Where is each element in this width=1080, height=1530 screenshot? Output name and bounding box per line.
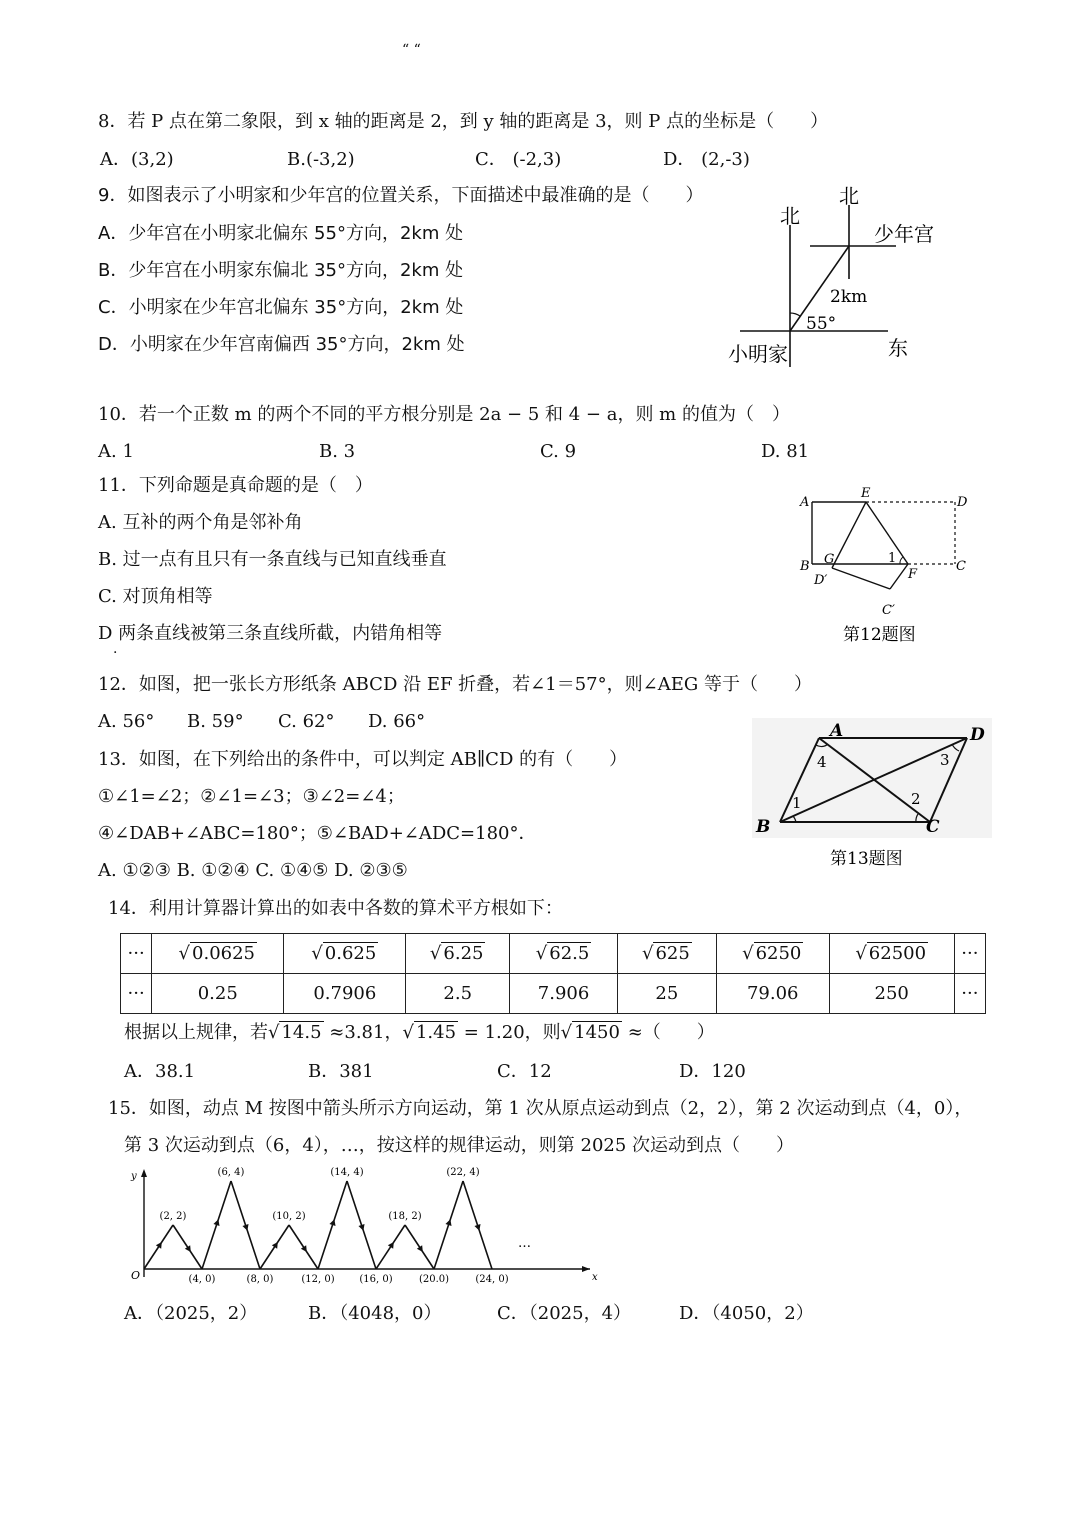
fig12-label-b: B bbox=[800, 559, 810, 574]
q10-option-d: D. 81 bbox=[761, 441, 810, 462]
q11-stem: 11．下列命题是真命题的是（ ） bbox=[98, 475, 373, 496]
q12-option-a: A. 56° bbox=[98, 711, 155, 732]
q8-stem: 8．若 P 点在第二象限，到 x 轴的距离是 2，到 y 轴的距离是 3，则 P 点的坐标是（ ） bbox=[98, 111, 829, 132]
table-cell: 25 bbox=[617, 974, 716, 1014]
fig13-label-b: B bbox=[756, 817, 771, 837]
table-cell: ··· bbox=[954, 934, 985, 974]
q9-option-a: A．少年宫在小明家北偏东 55°方向，2km 处 bbox=[98, 223, 464, 244]
point-label: (10, 2) bbox=[272, 1211, 306, 1222]
angle-label: 55° bbox=[806, 314, 837, 334]
table-cell: 0.25 bbox=[152, 974, 284, 1014]
q15-option-a: A．（2025，2） bbox=[124, 1303, 258, 1324]
table-cell: √ 0.0625 bbox=[152, 934, 284, 974]
table-cell: 79.06 bbox=[716, 974, 829, 1014]
q14-option-b: B．381 bbox=[308, 1061, 374, 1082]
east-label: 东 bbox=[888, 336, 908, 360]
q15-stem-line-2: 第 3 次运动到点（6，4），…，按这样的规律运动，则第 2025 次运动到点（ ） bbox=[124, 1135, 795, 1156]
q11-option-b: B. 过一点有且只有一条直线与已知直线垂直 bbox=[98, 549, 447, 570]
fig13-angle-4: 4 bbox=[817, 753, 827, 771]
point-label: (14, 4) bbox=[330, 1167, 364, 1178]
q13-conditions-1: ①∠1=∠2；②∠1=∠3；③∠2=∠4； bbox=[98, 786, 405, 807]
q8-option-a: A．(3,2) bbox=[100, 149, 174, 170]
fig13-angle-2: 2 bbox=[911, 790, 921, 808]
fig13-quadrilateral bbox=[752, 718, 992, 878]
point-label: (12, 0) bbox=[301, 1274, 335, 1285]
fig12-folded-rectangle bbox=[790, 482, 980, 652]
fig13-caption: 第13题图 bbox=[830, 849, 903, 869]
palace-label: 少年宫 bbox=[874, 222, 934, 246]
point-label: (22, 4) bbox=[446, 1167, 480, 1178]
x-axis-label: x bbox=[592, 1272, 598, 1283]
q11-option-a: A. 互补的两个角是邻补角 bbox=[98, 512, 303, 533]
q9-stem: 9．如图表示了小明家和少年宫的位置关系，下面描述中最准确的是（ ） bbox=[98, 185, 704, 206]
fig12-label-f: F bbox=[908, 567, 918, 582]
fig13-angle-1: 1 bbox=[792, 794, 802, 812]
point-label: (20.0) bbox=[418, 1274, 450, 1285]
fig12-label-e: E bbox=[861, 486, 871, 501]
table-cell: √ 0.625 bbox=[284, 934, 406, 974]
q12-stem: 12．如图，把一张长方形纸条 ABCD 沿 EF 折叠，若∠1＝57°，则∠AEG 等于（ ） bbox=[98, 674, 812, 695]
q14-rule-line: 根据以上规律，若√ 14.5 ≈3.81，√ 1.45 = 1.20，则√ 1450 ≈（ ） bbox=[124, 1022, 715, 1043]
q9-option-c: C．小明家在少年宫北偏东 35°方向，2km 处 bbox=[98, 297, 464, 318]
fig13-angle-3: 3 bbox=[940, 751, 950, 769]
fig12-label-g: G bbox=[824, 552, 835, 567]
q15-zigzag-chart bbox=[110, 1165, 598, 1290]
header-marks: “ “ bbox=[402, 42, 421, 58]
q13-conditions-2: ④∠DAB+∠ABC=180°；⑤∠BAD+∠ADC=180°． bbox=[98, 823, 537, 844]
table-cell: √ 6250 bbox=[716, 934, 829, 974]
north-label-palace: 北 bbox=[839, 184, 859, 208]
table-row bbox=[121, 934, 986, 974]
q9-option-d: D．小明家在少年宫南偏西 35°方向，2km 处 bbox=[98, 334, 465, 355]
fig13-label-a: A bbox=[830, 721, 844, 741]
table-cell: √ 625 bbox=[617, 934, 716, 974]
y-axis-arrow bbox=[141, 1169, 147, 1177]
table-cell: ··· bbox=[954, 974, 985, 1014]
fig12-label-1: 1 bbox=[888, 551, 897, 566]
q11-dot: · bbox=[113, 645, 118, 661]
q10-option-b: B. 3 bbox=[319, 441, 356, 462]
home-label: 小明家 bbox=[728, 342, 788, 366]
q9-direction-figure bbox=[720, 175, 950, 375]
point-label: (16, 0) bbox=[359, 1274, 393, 1285]
fig13-label-d: D bbox=[970, 725, 985, 745]
q15-option-c: C．（2025，4） bbox=[497, 1303, 632, 1324]
q10-option-c: C. 9 bbox=[540, 441, 577, 462]
fig12-label-c-prime: C′ bbox=[882, 603, 895, 618]
point-label: (4, 0) bbox=[188, 1274, 216, 1285]
fig12-label-c: C bbox=[956, 559, 966, 574]
q9-option-b: B．少年宫在小明家东偏北 35°方向，2km 处 bbox=[98, 260, 464, 281]
q14-option-d: D．120 bbox=[679, 1061, 746, 1082]
q12-option-d: D. 66° bbox=[368, 711, 426, 732]
table-cell: √ 62500 bbox=[829, 934, 954, 974]
table-cell: √ 6.25 bbox=[406, 934, 510, 974]
north-label-home: 北 bbox=[780, 204, 800, 228]
point-label: (18, 2) bbox=[388, 1211, 422, 1222]
table-cell: 250 bbox=[829, 974, 954, 1014]
q8-option-d: D． (2,-3) bbox=[663, 149, 750, 170]
q10-stem: 10．若一个正数 m 的两个不同的平方根分别是 2a − 5 和 4 − a，则 m 的值为（ ） bbox=[98, 404, 790, 425]
q13-stem: 13．如图，在下列给出的条件中，可以判定 AB∥CD 的有（ ） bbox=[98, 749, 628, 770]
table-cell: ··· bbox=[121, 974, 152, 1014]
q15-option-d: D．（4050，2） bbox=[679, 1303, 814, 1324]
x-axis-arrow bbox=[582, 1266, 590, 1272]
table-cell: 0.7906 bbox=[284, 974, 406, 1014]
point-label: (8, 0) bbox=[246, 1274, 274, 1285]
point-label: (2, 2) bbox=[159, 1211, 187, 1222]
fig12-label-a: A bbox=[800, 495, 810, 510]
fig13-label-c: C bbox=[926, 817, 940, 837]
q14-stem: 14．利用计算器计算出的如表中各数的算术平方根如下： bbox=[108, 898, 563, 919]
q15-option-b: B．（4048，0） bbox=[308, 1303, 442, 1324]
fig12-label-d-prime: D′ bbox=[814, 573, 828, 588]
q12-option-b: B. 59° bbox=[187, 711, 244, 732]
q13-options: A. ①②③ B. ①②④ C. ①④⑤ D. ②③⑤ bbox=[98, 860, 408, 881]
origin-label: O bbox=[131, 1269, 141, 1282]
q15-stem-line-1: 15．如图，动点 M 按图中箭头所示方向运动，第 1 次从原点运动到点（2，2），第 2 次运动到点（4，0）， bbox=[108, 1098, 973, 1119]
q11-option-d: D 两条直线被第三条直线所截，内错角相等 bbox=[98, 623, 443, 644]
distance-label: 2km bbox=[830, 287, 868, 307]
table-cell: ··· bbox=[121, 934, 152, 974]
q8-option-c: C． (-2,3) bbox=[475, 149, 562, 170]
y-axis-label: y bbox=[131, 1171, 137, 1182]
q14-option-c: C．12 bbox=[497, 1061, 552, 1082]
q14-option-a: A．38.1 bbox=[124, 1061, 196, 1082]
fig12-caption: 第12题图 bbox=[843, 625, 916, 645]
table-row bbox=[121, 974, 986, 1014]
sqrt-table bbox=[120, 933, 986, 1014]
point-label: (24, 0) bbox=[475, 1274, 509, 1285]
table-cell: √ 62.5 bbox=[510, 934, 618, 974]
q8-option-b: B.(-3,2) bbox=[287, 149, 355, 170]
table-cell: 2.5 bbox=[406, 974, 510, 1014]
q12-option-c: C. 62° bbox=[278, 711, 335, 732]
q10-option-a: A. 1 bbox=[98, 441, 134, 462]
fig12-label-d: D bbox=[957, 495, 968, 510]
point-label: (6, 4) bbox=[217, 1167, 245, 1178]
q11-option-c: C. 对顶角相等 bbox=[98, 586, 213, 607]
continuation-ellipsis: … bbox=[518, 1236, 531, 1251]
table-cell: 7.906 bbox=[510, 974, 618, 1014]
